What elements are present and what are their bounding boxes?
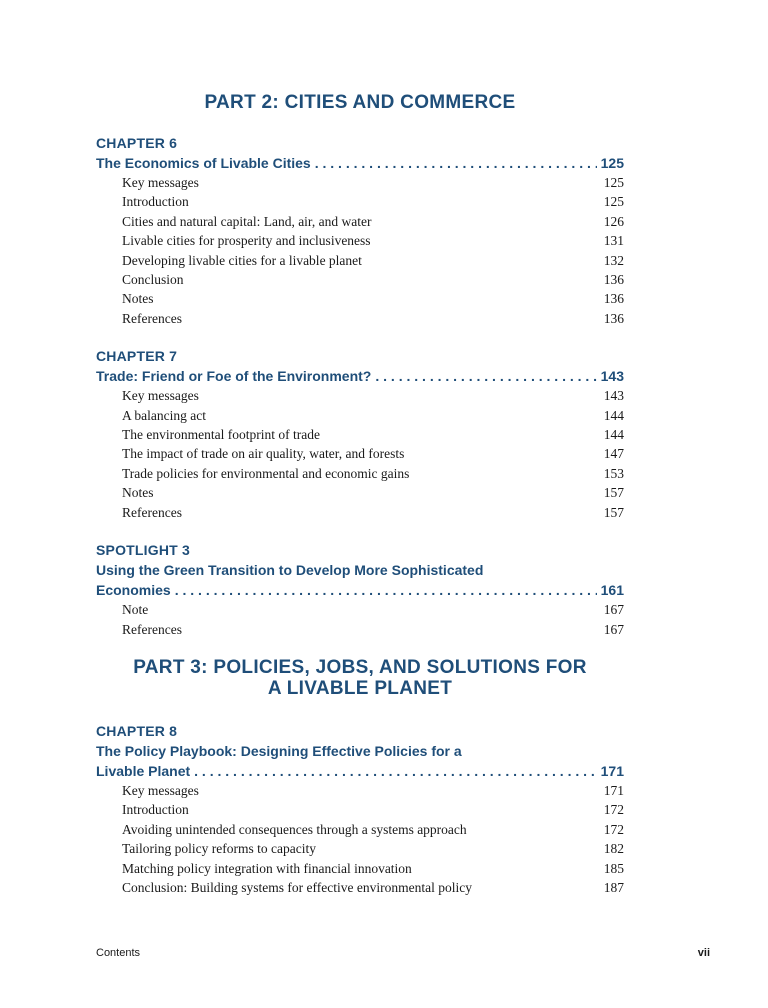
entry-title: The environmental footprint of trade	[122, 427, 320, 443]
chapter-6-label: CHAPTER 6	[96, 135, 178, 151]
entry-title: Note	[122, 602, 149, 618]
toc-entry[interactable]	[96, 212, 624, 231]
toc-entry[interactable]	[96, 270, 624, 289]
toc-entry[interactable]	[96, 503, 624, 522]
toc-entry[interactable]	[96, 839, 624, 858]
toc-entry[interactable]	[96, 820, 624, 839]
entry-title: Tailoring policy reforms to capacity	[122, 841, 316, 857]
toc-entry[interactable]	[96, 289, 624, 308]
entry-title: Key messages	[122, 782, 199, 798]
entry-title: Developing livable cities for a livable planet	[122, 252, 362, 268]
entry-page: 167	[603, 602, 624, 618]
entry-page: 182	[603, 841, 624, 857]
part-3-heading	[96, 657, 624, 699]
entry-page: 131	[603, 233, 624, 249]
spotlight-3-label: SPOTLIGHT 3	[96, 542, 190, 559]
toc-entry[interactable]	[96, 406, 624, 425]
entry-page: 185	[603, 860, 624, 876]
spotlight-3-title-row[interactable]	[96, 580, 624, 600]
entry-page: 125	[603, 175, 624, 190]
toc-entry[interactable]	[96, 464, 624, 483]
toc-entry[interactable]	[96, 781, 624, 800]
chapter-6-page: 125	[600, 155, 624, 171]
page-footer	[96, 947, 710, 959]
entry-page: 147	[603, 446, 624, 462]
entry-page: 171	[603, 782, 624, 798]
entry-title: Conclusion: Building systems for effective environmental policy	[122, 879, 472, 895]
chapter-8-title-row[interactable]	[96, 761, 624, 781]
spotlight-3-title-line-1[interactable]: Using the Green Transition to Develop More Sophisticated	[96, 562, 484, 579]
entry-page: 187	[603, 879, 624, 895]
entry-page: 167	[603, 621, 624, 637]
chapter-7-page: 143	[600, 368, 624, 385]
toc-entry[interactable]	[96, 600, 624, 619]
toc-entry[interactable]	[96, 444, 624, 463]
entry-page: 153	[603, 465, 624, 481]
toc-entry[interactable]	[96, 859, 624, 878]
part-2-heading	[96, 92, 624, 113]
entry-title: Notes	[122, 291, 154, 307]
entry-title: Key messages	[122, 388, 199, 404]
toc-entry[interactable]	[96, 620, 624, 639]
part-3-title-line-1: PART 3: POLICIES, JOBS, AND SOLUTIONS FOR	[133, 656, 587, 678]
chapter-8-title-line-1[interactable]: The Policy Playbook: Designing Effective Policies for a	[96, 742, 462, 759]
entry-title: Introduction	[122, 802, 189, 818]
dot-leader	[175, 580, 597, 600]
part-3-title-line-2: A LIVABLE PLANET	[267, 677, 453, 699]
chapter-6-title-row[interactable]	[96, 153, 624, 173]
toc-entry[interactable]	[96, 878, 624, 897]
entry-title: Introduction	[122, 194, 189, 210]
chapter-7-section	[96, 346, 624, 522]
entry-title: Avoiding unintended consequences through a systems approach	[122, 821, 467, 837]
spotlight-3-title-line-2: Economies	[96, 582, 171, 599]
toc-entry[interactable]	[96, 800, 624, 819]
entry-page: 144	[603, 407, 624, 423]
entry-title: Key messages	[122, 175, 199, 190]
entry-page: 136	[603, 272, 624, 288]
entry-page: 144	[603, 427, 624, 443]
entry-page: 125	[603, 194, 624, 210]
dot-leader	[375, 366, 596, 386]
footer-section-name: Contents	[96, 947, 141, 959]
dot-leader	[194, 761, 596, 781]
entry-title: References	[122, 504, 182, 520]
toc-entry[interactable]	[96, 483, 624, 502]
chapter-6-section	[96, 133, 624, 328]
dot-leader	[315, 153, 597, 173]
entry-page: 136	[603, 310, 624, 326]
toc-entry[interactable]	[96, 309, 624, 328]
page-number: vii	[697, 947, 710, 959]
chapter-8-page: 171	[600, 762, 624, 779]
toc-entry[interactable]	[96, 231, 624, 250]
entry-title: Notes	[122, 485, 154, 501]
spotlight-3-page: 161	[600, 582, 624, 599]
chapter-7-title-row[interactable]	[96, 366, 624, 386]
part-2-title: PART 2: CITIES AND COMMERCE	[204, 92, 516, 113]
chapter-6-title: The Economics of Livable Cities	[96, 155, 311, 171]
chapter-7-title: Trade: Friend or Foe of the Environment?	[96, 368, 372, 385]
entry-title: The impact of trade on air quality, water, and forests	[122, 446, 405, 462]
entry-page: 172	[603, 821, 624, 837]
entry-page: 126	[603, 213, 624, 229]
toc-entry[interactable]	[96, 386, 624, 405]
spotlight-3-section	[96, 540, 624, 639]
entry-title: Conclusion	[122, 272, 184, 288]
entry-title: Trade policies for environmental and economic gains	[122, 465, 410, 481]
entry-page: 143	[603, 388, 624, 404]
entry-page: 157	[603, 485, 624, 501]
toc-entry[interactable]	[96, 251, 624, 270]
entry-title: Livable cities for prosperity and inclusiveness	[122, 233, 371, 249]
chapter-8-label: CHAPTER 8	[96, 722, 178, 739]
entry-title: References	[122, 621, 182, 637]
entry-title: Cities and natural capital: Land, air, and water	[122, 213, 372, 229]
entry-title: References	[122, 310, 182, 326]
toc-entry[interactable]	[96, 173, 624, 192]
toc-page	[96, 92, 624, 915]
entry-title: Matching policy integration with financial innovation	[122, 860, 412, 876]
entry-page: 157	[603, 504, 624, 520]
entry-page: 132	[603, 252, 624, 268]
toc-entry[interactable]	[96, 425, 624, 444]
entry-title: A balancing act	[122, 407, 206, 423]
chapter-7-label: CHAPTER 7	[96, 348, 178, 365]
entry-page: 172	[603, 802, 624, 818]
chapter-8-section	[96, 721, 624, 897]
chapter-8-title-line-2: Livable Planet	[96, 762, 191, 779]
entry-page: 136	[603, 291, 624, 307]
toc-entry[interactable]	[96, 192, 624, 211]
